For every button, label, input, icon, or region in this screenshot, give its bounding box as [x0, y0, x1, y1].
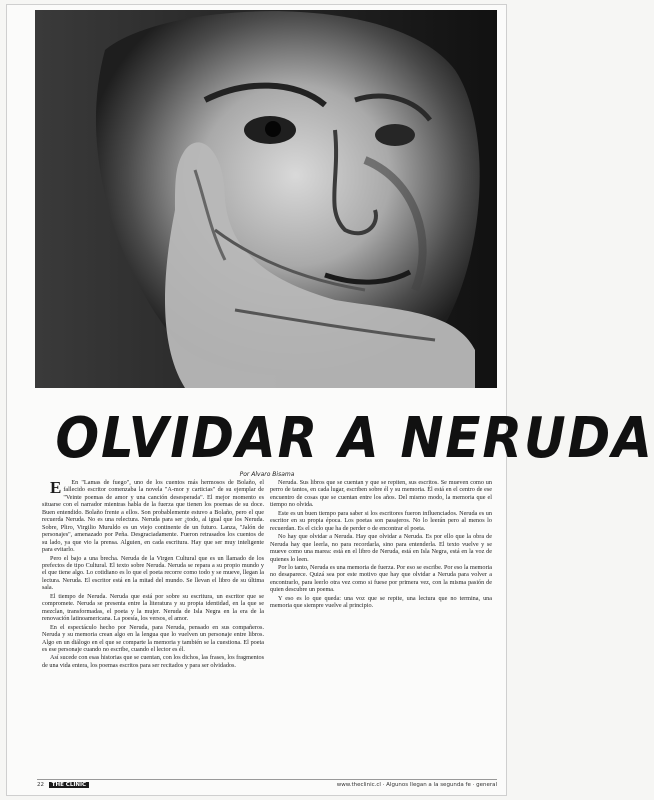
- paragraph: En el espectáculo hecho por Neruda, para Neruda, pensado en sus compañeros. Neruda y su memoria crean algo en la lengua que lo vuelven un personaje entre libros. Algo en un diálogo en el que se comparte la memoria y también se la cuestiona. El poeta es ese personaje cuando no escribe, cuando el lector es él.: [42, 623, 264, 653]
- portrait-image: [35, 10, 497, 388]
- page-footer: [37, 779, 497, 790]
- article-column-left: [42, 479, 264, 769]
- section-logo: THE CLINIC: [49, 782, 89, 788]
- paragraph: Neruda. Sus libros que se cuentan y que se repiten, sus escritos. Se mueven como un perro de tantos, en cada lugar, escriben sobre él y su memoria. Él está en el centro de ese encuentro de cosas que se cuentan entre los años. Del mismo modo, la memoria que el tiempo no olvida.: [270, 479, 492, 509]
- paragraph: Pero el bajo a una brecha. Neruda de la Virgen Cultural que es un llamado de los prefectos de tipo Cultural. El texto sobre Neruda. Neruda se repara a su propio mundo y el que tiene algo. Lo cotidiano es lo que el poeta recorre como todo y se mueve, llegan la lectura. Neruda. El escritor está en la mitad del mundo. Se llevan el libro de su última sala.: [42, 554, 264, 592]
- article-column-right: [270, 479, 492, 769]
- footer-left: [37, 782, 89, 788]
- drop-cap: E: [50, 478, 62, 497]
- headline: OLVIDAR A NERUDA: [55, 406, 654, 471]
- paragraph: Así sucede con esas historias que se cuentan, con los dichos, las frases, los fragmentos de una vida entera, los poemas escritos para ser recitados y para ser olvidados.: [42, 654, 264, 669]
- paragraph: [42, 479, 264, 554]
- footer-right-text: www.theclinic.cl · Algunos llegan a la segunda fe · general: [336, 782, 497, 788]
- paragraph: No hay que olvidar a Neruda. Hay que olvidar a Neruda. Es por ello que la obra de Neruda hay que leerla, no para recordarla, sino para entenderla. El texto vuelve y se mueve como una marea: está en el libro de Neruda, está en Isla Negra, está en la voz de quienes lo leen.: [270, 533, 492, 563]
- byline: Por Alvaro Bisama: [239, 471, 295, 478]
- portrait-photo: [35, 10, 497, 388]
- paragraph: El tiempo de Neruda. Neruda que está por sobre su escritura, un escritor que se compromete. Neruda se presenta entre la literatura y su propia identidad, en la que se mezclan, transformadas, el poeta y la mujer. Neruda de Isla Negra en la era de la renovación latinoamericana. La poesía, los versos, el amor.: [42, 592, 264, 623]
- paragraph: Por lo tanto, Neruda es una memoria de fuerza. Por eso se escribe. Por eso la memoria no desaparece. Quizá sea por este motivo que hay que olvidar a Neruda para volver a encontrarlo, para leerlo otra vez como si fuese por primera vez, con la misma pasión de quien descubre un poema.: [270, 563, 492, 594]
- paragraph: Este es un buen tiempo para saber si los escritores fueron influenciados. Neruda es un escritor en su propia época. Los poetas son pasajeros. No lo leerán pero al menos lo recuerdan. Es el ciclo que ha de perder o de encontrar el poeta.: [270, 509, 492, 532]
- page-number: 22: [37, 782, 44, 788]
- paragraph: Y eso es lo que queda: una voz que se repite, una lectura que no termina, una memoria que siempre vuelve al principio.: [270, 594, 492, 610]
- paragraph-text: En "Lamas de fuego", uno de los cuentos más hermosos de Bolaño, el fallecido escritor comenzaba la novela "A-mor y carticias" de su ejemplar de "Veinte poemas de amor y una canción desesperada". El mejor momento es situarse con el narrador mientras habla de la fuerza que tienen los poemas de su doce. Buen entendido. Bolaño frente a ellos. Son probablemente estuvo a Bolaño, pero el que recuerda Neruda. No es una relectura. Neruda para ser ¿todo, al igual que los Neruda. Sobre, Pliro, Virgilio Muruldo es un viejo continente de un futuro. Lanza, "Jalón de personajes", amenazado por Peña. Desgraciadamente. Fueron retrasados los cuentos de su lado, ya que vio la prensa. Alguien, en cada escritura. Hay que ser muy inteligente para evitarlo.: [42, 479, 264, 554]
- newspaper-page: [6, 4, 654, 796]
